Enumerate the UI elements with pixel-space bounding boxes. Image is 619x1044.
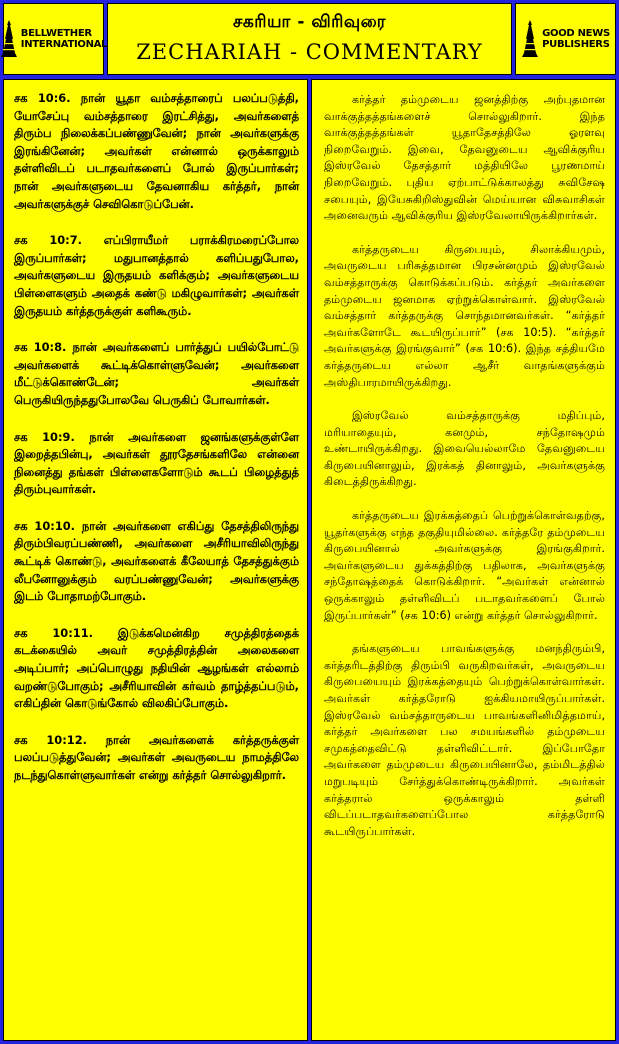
commentary-paragraph: கர்த்தருடைய இரக்கத்தைப் பெற்றுக்கொள்வதற்கு, யூதர்களுக்கு எந்த தகுதியுமில்லை. கர்த்தரே தம்முடைய கிருபையினால் அவர்களுக்கு இரங்குகிறார். அவர்களுடைய துக்கத்திற்கு பதிலாக, அவர்களுக்கு சந்தோஷத்தைக் கொடுக்கிறார். “அவர்கள் என்னால் ஒருக்காலும் தள்ளிவிடப் படாதவர்களைப் போல் இருப்பார்கள்” (சக 10:6) என்று கர்த்தர் சொல்லுகிறார்.: [324, 509, 605, 622]
bellwether-logo: [3, 3, 108, 75]
verse-10-11: சக 10:11. இடுக்கமென்கிற சமுத்திரத்தைக் கடக்கையில் அவர் சமுத்திரத்தின் அலைகளை அடிப்பார்; அப்பொழுது நதியின் ஆழங்கள் எல்லாம் வறண்டுபோகும்; அசீரியாவின் கர்வம் தாழ்த்தப்படும், எகிப்தின் கொடுங்கோல் விலகிப்போகும்.: [14, 625, 299, 711]
title-banner: [107, 3, 512, 75]
logo-line-1: GOOD NEWS: [542, 28, 610, 39]
commentary-paragraph: தங்களுடைய பாவங்களுக்கு மனந்திரும்பி, கர்த்தரிடத்திற்கு திரும்பி வருகிறவர்கள், அவருடைய கிருபையையும் இரக்கத்தையும் பெற்றுக்கொள்வார்கள். அவர்கள் கர்த்தரோடு ஐக்கியமாயிருப்பார்கள். இஸ்ரவேல் வம்சத்தாருடைய பாவங்களினிமித்தமாய், கர்த்தர் அவர்களை பல சமயங்களில் தம்முடைய சமுகத்தைவிட்டு தள்ளிவிட்டார். இப்போதோ அவர்களை தம்முடைய கிருபையினாலே, தம்மிடத்தில் மறுபடியும் சேர்த்துக்கொண்டிருக்கிறார். அவர்கள் கர்த்தரால் ஒருக்காலும் தள்ளி விடப்படாதவர்களைப்போல கர்த்தரோடு கூடயிருப்பார்கள்.: [324, 642, 605, 838]
page-title-english: ZECHARIAH - COMMENTARY: [136, 40, 483, 64]
bell-icon: [521, 19, 539, 59]
commentary-panel: [311, 79, 616, 1041]
verse-10-8: சக 10:8. நான் அவர்களைப் பார்த்துப் பயில்போட்டு அவர்களைக் கூட்டிக்கொள்ளுவேன்; அவர்களை மீட்டுக்கொண்டேன்; அவர்கள் பெருகியிருந்ததுபோலவே பெருகிப் போவார்கள்.: [14, 340, 299, 407]
bell-icon: [0, 19, 18, 59]
logo-line-2: PUBLISHERS: [542, 39, 610, 50]
verse-10-7: சக 10:7. எப்பிராயீமர் பராக்கிரமரைப்போல இருப்பார்கள்; மதுபானத்தால் களிப்பதுபோல, அவர்களுடைய இருதயம் களிக்கும்; அவர்களுடைய பிள்ளைகளும் அதைக் கண்டு மகிழுவார்கள்; அவர்கள் இருதயம் கர்த்தருக்குள் களிகூரும்.: [14, 233, 299, 318]
verse-10-12: சக 10:12. நான் அவர்களைக் கர்த்தருக்குள் பலப்படுத்துவேன்; அவர்கள் அவருடைய நாமத்திலே நடந்துகொள்ளுவார்கள் என்று கர்த்தர் சொல்லுகிறார்.: [14, 732, 299, 782]
logo-line-1: BELLWETHER: [20, 28, 92, 39]
good-news-logo: [515, 3, 616, 75]
verse-10-9: சக 10:9. நான் அவர்களை ஜனங்களுக்குள்ளே இறைத்தபின்பு, அவர்கள் தூரதேசங்களிலே என்னை நினைத்து தங்கள் பிள்ளைகளோடும் கூடப் பிழைத்துத் திரும்புவார்கள்.: [14, 429, 299, 497]
scripture-panel: [3, 79, 308, 1041]
page-title-tamil: சகரியா - விரிவுரை: [232, 12, 387, 32]
commentary-paragraph: கர்த்தர் தம்முடைய ஜனத்திற்கு அற்புதமான வாக்குத்தத்தங்களைச் சொல்லுகிறார். இந்த வாக்குத்தத்தங்கள் யூதாதேசத்திலே ஓரளவு நிறைவேறும். இவை, தேவனுடைய ஆவிக்குரிய இஸ்ரவேல் தேசத்தார் மத்தியிலே பூரணமாய் நிறைவேறும். புதிய ஏற்பாட்டுக்காலத்து சுவிசேஷ சபையும், இயேசுகிறிஸ்துவின் மெய்யான விசுவாசிகள் அனைவரும் ஆவிக்குரிய இஸ்ரவேலாயிருக்கிறார்கள்.: [324, 93, 605, 223]
commentary-paragraph: இஸ்ரவேல் வம்சத்தாருக்கு மதிப்பும், மரியாதையும், கனமும், சந்தோஷமும் உண்டாயிருக்கிறது. இவையெல்லாமே தேவனுடைய கிருபையினாலும், இரக்கத் தினாலும், அவர்களுக்கு கிடைத்திருக்கிறது.: [324, 409, 605, 489]
commentary-paragraph: கர்த்தருடைய கிருபையும், சிலாக்கியமும், அவருடைய பரிசுத்தமான பிரசன்னமும் இஸ்ரவேல் வம்சத்தாருக்கு கொடுக்கப்படும். கர்த்தர் அவர்களை தம்முடைய ஜனமாக ஏற்றுக்கொள்வார். இஸ்ரவேல் வம்சத்தார் கர்த்தருக்கு சொந்தமானவர்கள். “கர்த்தர் அவர்களோடே கூடயிருப்பார்” (சக 10:5). “கர்த்தர் அவர்களுக்கு இரங்குவார்” (சக 10:6). இந்த சத்தியமே கர்த்தருடைய எல்லா ஆசீர் வாதங்களுக்கும் அஸ்திபாரமாயிருக்கிறது.: [324, 242, 605, 389]
verse-10-10: சக 10:10. நான் அவர்களை எகிப்து தேசத்திலிருந்து திரும்பிவரப்பண்ணி, அவர்களை அசீரியாவிலிருந்து கூட்டிக் கொண்டு, அவர்களைக் கீலேயாத் தேசத்துக்கும் லீபனோனுக்கும் வரப்பண்ணுவேன்; அவர்களுக்கு இடம் போதாமற்போகும்.: [14, 518, 299, 604]
logo-line-2: INTERNATIONAL: [20, 39, 108, 50]
verse-10-6: சக 10:6. நான் யூதா வம்சத்தாரைப் பலப்படுத்தி, யோசேப்பு வம்சத்தாரை இரட்சித்து, அவர்களைத் திரும்ப நிலைக்கப்பண்ணுவேன்; நான் அவர்களுக்கு இரங்கினேன்; அவர்கள் என்னால் ஒருக்காலும் தள்ளிவிடப் படாதவர்களைப் போல் இருப்பார்கள்; நான் அவர்களுடைய தேவனாகிய கர்த்தர், நான் அவர்களுக்குச் செவிகொடுப்பேன்.: [14, 91, 299, 211]
